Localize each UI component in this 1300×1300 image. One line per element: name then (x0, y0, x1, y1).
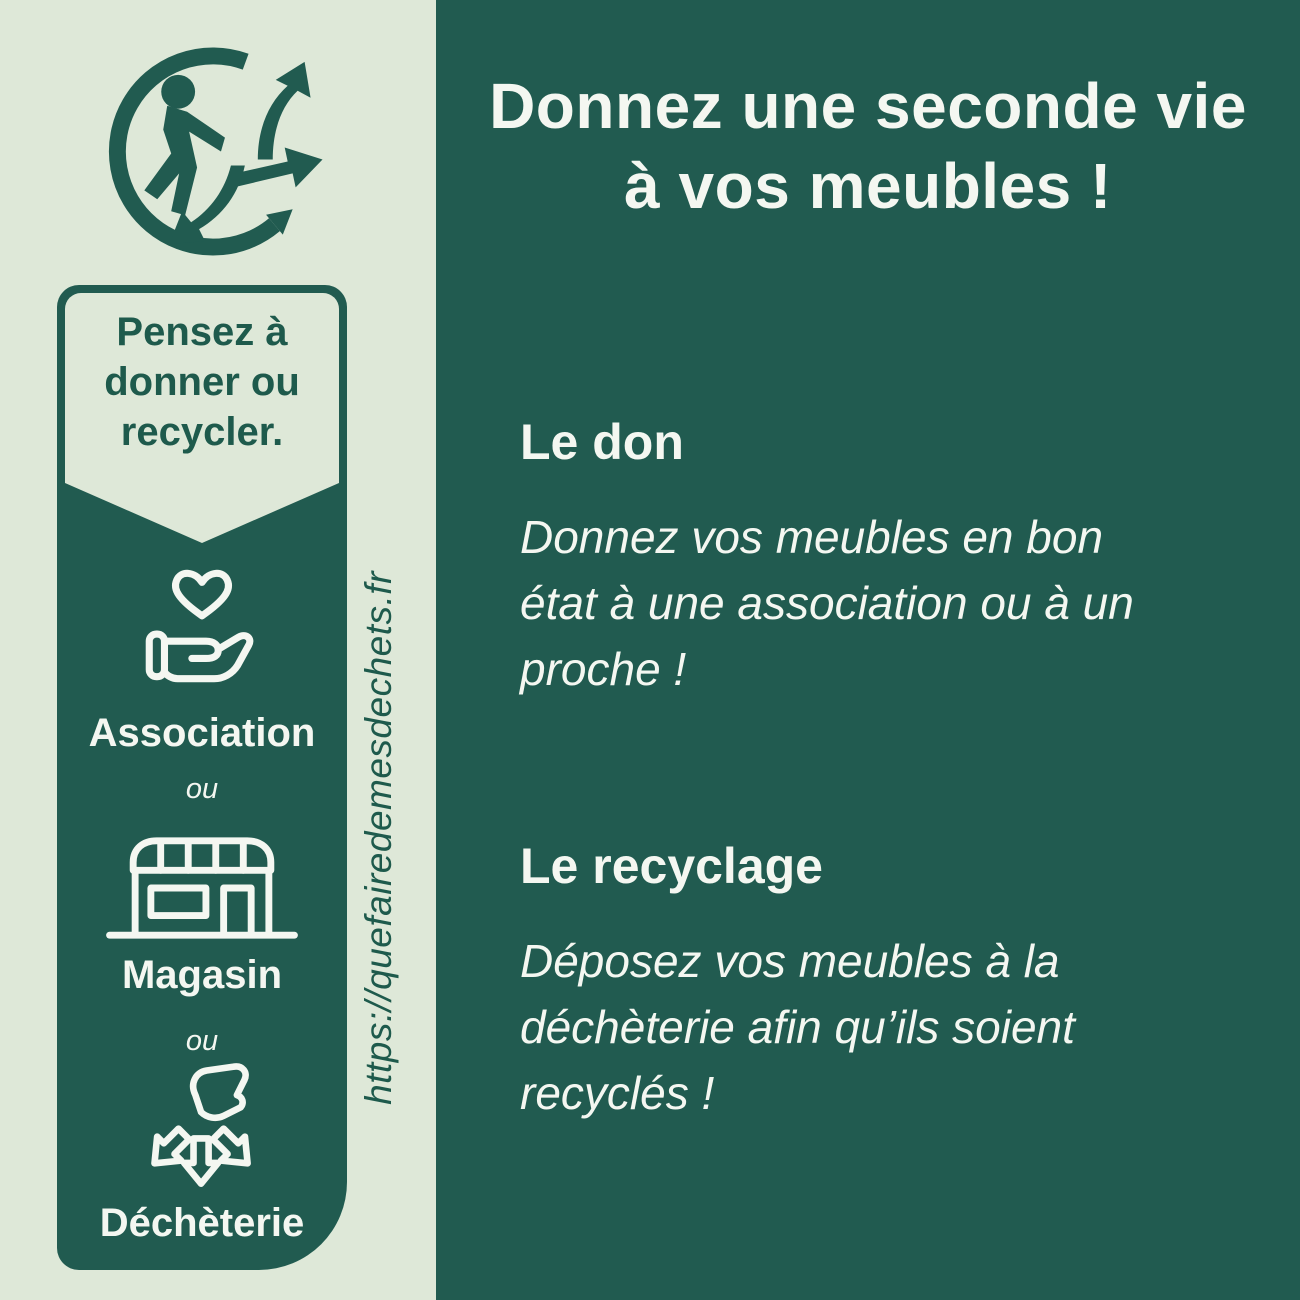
section-heading: Le don (520, 414, 684, 470)
title-line: Donnez une seconde vie (489, 70, 1247, 142)
separator-ou: ou (185, 1025, 219, 1057)
section-le-don (520, 414, 1290, 702)
triman-recycling-logo-icon (95, 42, 335, 266)
banner-line: Pensez à (116, 310, 288, 354)
banner-pensez-a-donner (65, 293, 339, 543)
section-body (520, 928, 1290, 1126)
banner-body (65, 293, 339, 483)
body-line: état à une association ou à un (520, 577, 1134, 629)
page-title (436, 66, 1300, 226)
section-le-recyclage (520, 838, 1290, 1126)
left-panel (0, 0, 436, 1300)
destination-label-decheterie: Déchèterie (99, 1201, 305, 1245)
hand-discard-arrows-icon (136, 1063, 268, 1195)
body-line: déchèterie afin qu’ils soient (520, 1001, 1075, 1053)
options-column (57, 285, 347, 1270)
website-url: https://quefairedemesdechets.fr (358, 571, 399, 1105)
banner-line: donner ou (104, 360, 300, 404)
right-panel (436, 0, 1300, 1300)
body-line: Donnez vos meubles en bon (520, 511, 1104, 563)
body-line: recyclés ! (520, 1067, 715, 1119)
destination-label-association: Association (88, 711, 316, 755)
separator-ou: ou (185, 773, 219, 805)
section-heading: Le recyclage (520, 838, 823, 894)
title-line: à vos meubles ! (624, 150, 1112, 222)
banner-chevron (65, 483, 339, 543)
heart-in-hand-icon (131, 557, 273, 699)
section-body (520, 504, 1290, 702)
banner-text (104, 307, 300, 483)
banner-line: recycler. (120, 410, 284, 454)
destination-label-magasin: Magasin (121, 953, 283, 997)
body-line: proche ! (520, 643, 687, 695)
body-line: Déposez vos meubles à la (520, 935, 1060, 987)
storefront-icon (101, 829, 303, 947)
